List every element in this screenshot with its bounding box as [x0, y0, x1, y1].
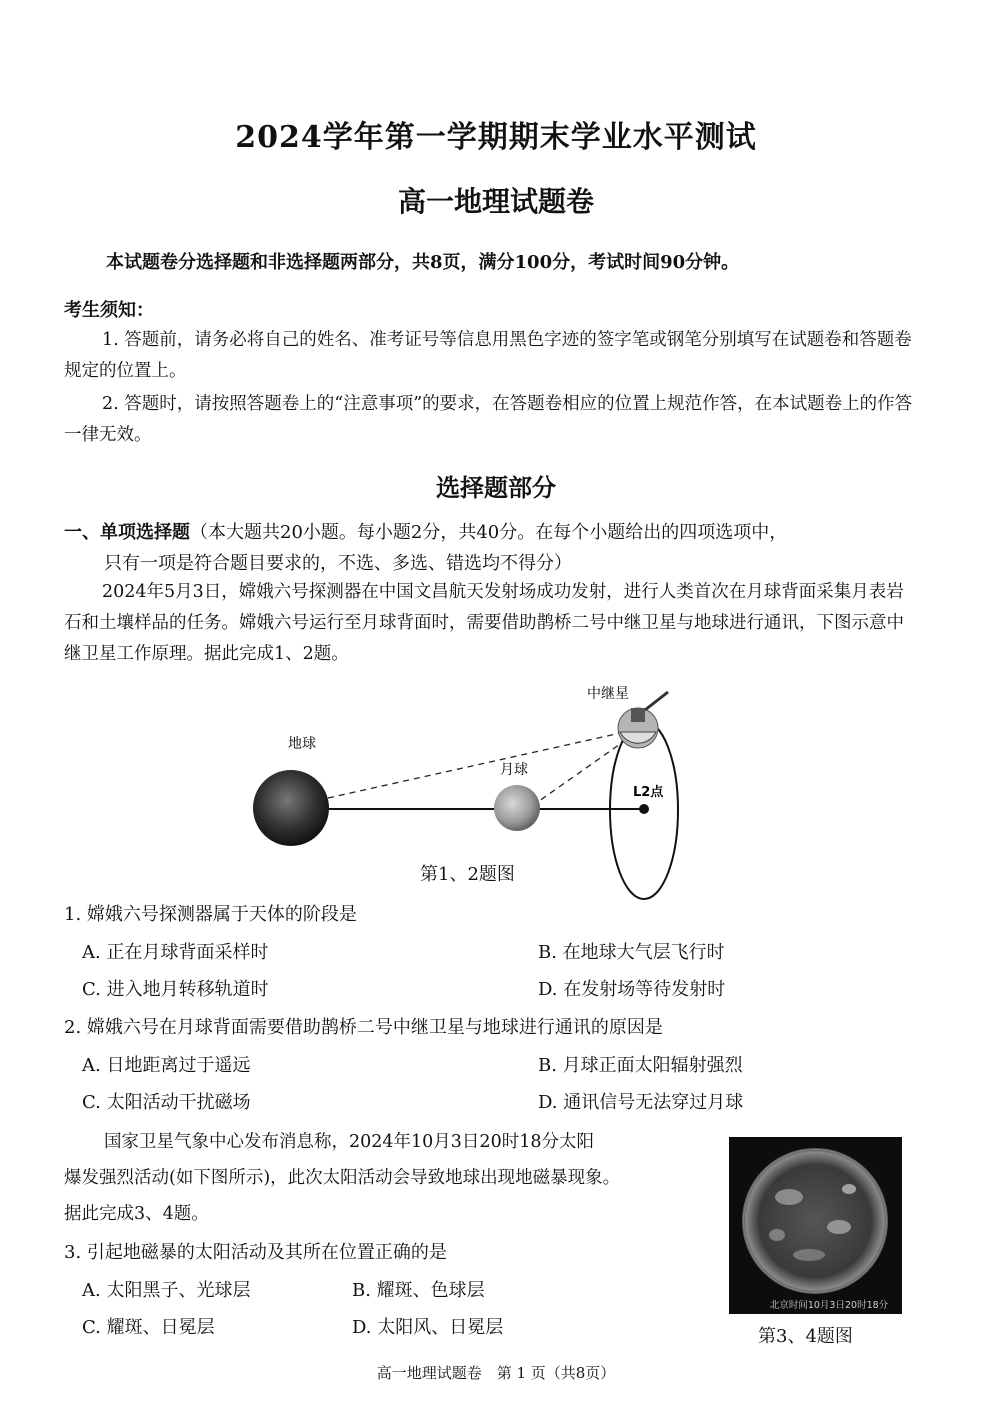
- q2-option-b: B. 月球正面太阳辐射强烈: [538, 1055, 743, 1076]
- solar-activity-image: [729, 1137, 902, 1314]
- exam-intro: 本试题卷分选择题和非选择题两部分，共8页，满分100分，考试时间90分钟。: [106, 252, 740, 273]
- signal-line-moon: [532, 742, 623, 806]
- signal-line-earth: [328, 732, 625, 798]
- q1-option-c: C. 进入地月转移轨道时: [82, 979, 269, 1000]
- moon-globe: [494, 785, 540, 831]
- label-l2: L2点: [633, 785, 664, 800]
- notice-heading: 考生须知：: [64, 300, 154, 321]
- exam-subtitle: 高一地理试题卷: [397, 185, 594, 218]
- q3-option-a: A. 太阳黑子、光球层: [82, 1280, 251, 1301]
- figure2-caption: 第3、4题图: [758, 1326, 853, 1347]
- passage-1: 2024年5月3日，嫦娥六号探测器在中国文昌航天发射场成功发射，进行人类首次在月球背面采集月表岩石和土壤样品的任务。嫦娥六号运行至月球背面时，需要借助鹊桥二号中继卫星与地球进行通讯，下图示意中继卫星工作原理。据此完成1、2题。: [64, 582, 904, 664]
- earth-globe: [253, 770, 329, 846]
- q3-option-b: B. 耀斑、色球层: [352, 1280, 485, 1301]
- label-earth: 地球: [288, 736, 316, 752]
- q3-stem: 3. 引起地磁暴的太阳活动及其所在位置正确的是: [64, 1242, 447, 1263]
- notice-item-1: 1. 答题前，请务必将自己的姓名、准考证号等信息用黑色字迹的签字笔或钢笔分别填写在试题卷和答题卷规定的位置上。: [64, 330, 912, 381]
- q1-option-b: B. 在地球大气层飞行时: [538, 942, 725, 963]
- label-relay: 中继星: [587, 686, 629, 702]
- figure1-caption: 第1、2题图: [420, 864, 515, 885]
- q1-stem: 1. 嫦娥六号探测器属于天体的阶段是: [64, 904, 357, 925]
- passage-2-line-1: 国家卫星气象中心发布消息称，2024年10月3日20时18分太阳: [104, 1132, 594, 1152]
- solar-image-timestamp: 北京时间10月3日20时18分: [769, 1300, 889, 1311]
- exam-title: 2024学年第一学期期末学业水平测试: [235, 120, 757, 155]
- part1-heading: 一、单项选择题: [64, 522, 190, 543]
- passage-2-line-2: 爆发强烈活动(如下图所示)，此次太阳活动会导致地球出现地磁暴现象。: [64, 1168, 621, 1188]
- q3-option-c: C. 耀斑、日冕层: [82, 1317, 215, 1338]
- page-footer: 高一地理试题卷 第 1 页（共8页）: [376, 1364, 616, 1382]
- part1-heading-line: [64, 518, 787, 544]
- q2-option-d: D. 通讯信号无法穿过月球: [538, 1092, 744, 1113]
- q3-option-d: D. 太阳风、日冕层: [352, 1317, 504, 1338]
- q2-option-c: C. 太阳活动干扰磁场: [82, 1092, 251, 1113]
- notice-item-2: 2. 答题时，请按照答题卷上的“注意事项”的要求，在答题卷相应的位置上规范作答，在本试题卷上的作答一律无效。: [64, 394, 913, 445]
- section-title: 选择题部分: [436, 473, 556, 502]
- q1-option-d: D. 在发射场等待发射时: [538, 979, 726, 1000]
- l2-point: [639, 804, 649, 814]
- passage-2-line-3: 据此完成3、4题。: [64, 1204, 209, 1224]
- q1-option-a: A. 正在月球背面采样时: [82, 942, 269, 963]
- q2-option-a: A. 日地距离过于遥远: [82, 1055, 251, 1076]
- label-moon: 月球: [500, 762, 528, 778]
- part1-desc: （本大题共20小题。每小题2分，共40分。在每个小题给出的四项选项中，: [190, 522, 788, 543]
- q2-stem: 2. 嫦娥六号在月球背面需要借助鹊桥二号中继卫星与地球进行通讯的原因是: [64, 1017, 663, 1038]
- part1-desc-line2: 只有一项是符合题目要求的，不选、多选、错选均不得分）: [104, 553, 572, 574]
